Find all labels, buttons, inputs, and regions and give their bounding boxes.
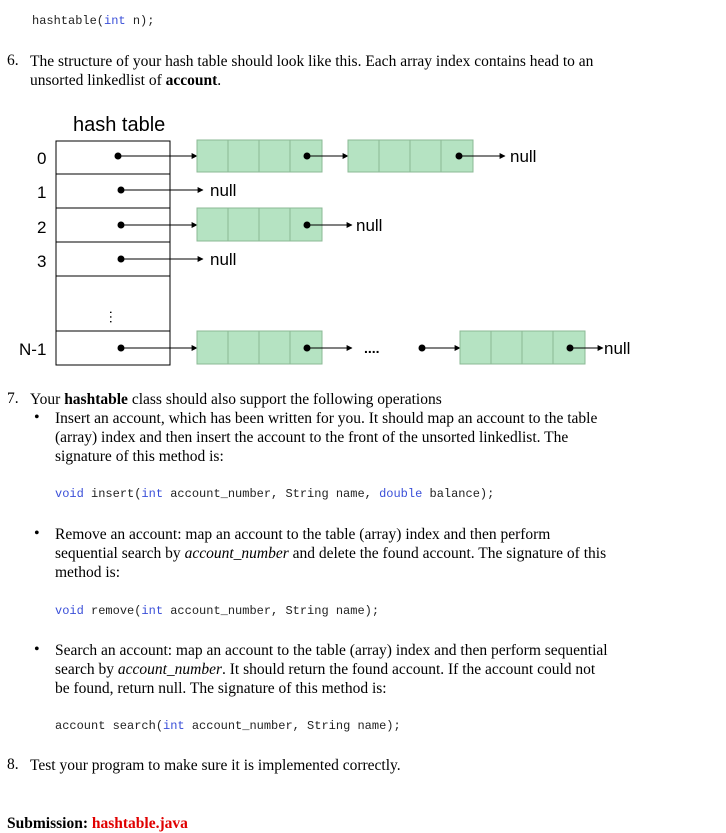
code-text: account search( bbox=[55, 719, 164, 733]
code-text: insert( bbox=[83, 487, 142, 501]
bullet-remove: • bbox=[34, 525, 40, 542]
diagram-title: hash table bbox=[73, 114, 166, 136]
item6-period: . bbox=[217, 72, 222, 89]
insert-line3: signature of this method is: bbox=[55, 448, 224, 465]
item7-intro-text: Your bbox=[30, 391, 65, 408]
code-keyword: void bbox=[55, 487, 84, 501]
item7-intro bbox=[30, 390, 442, 409]
hash-table-diagram bbox=[0, 100, 726, 375]
list-node bbox=[197, 208, 322, 241]
remove-signature bbox=[55, 604, 379, 618]
insert-line1: Insert an account, which has been written for you. It should map an account to the table bbox=[55, 410, 598, 427]
code-text: remove( bbox=[83, 604, 142, 618]
item6-line2 bbox=[30, 71, 593, 90]
submission-colon: : bbox=[82, 815, 92, 832]
bullet-insert: • bbox=[34, 409, 40, 426]
search-line3: be found, return null. The signature of this method is: bbox=[55, 680, 387, 697]
code-keyword: int bbox=[141, 487, 164, 501]
remove-line2-text: and delete the found account. The signature of this bbox=[288, 545, 607, 562]
remove-line2 bbox=[55, 544, 606, 563]
null-label: null bbox=[356, 216, 383, 235]
code-text: account_number, String name, bbox=[163, 487, 380, 501]
item-number-8: 8. bbox=[7, 756, 19, 773]
remove-line3: method is: bbox=[55, 564, 121, 581]
list-node bbox=[460, 331, 585, 364]
null-label: null bbox=[604, 339, 631, 358]
item6-account-bold: account bbox=[165, 72, 218, 89]
search-line2-text: . It should return the found account. If the account could not bbox=[222, 661, 596, 678]
search-line2-text: search by bbox=[55, 661, 118, 678]
code-keyword: double bbox=[379, 487, 423, 501]
index-label-1: 1 bbox=[37, 183, 47, 202]
insert-description bbox=[55, 409, 597, 466]
code-text: balance); bbox=[422, 487, 495, 501]
index-label-3: 3 bbox=[37, 252, 47, 271]
hash-array bbox=[56, 141, 170, 365]
remove-description bbox=[55, 525, 606, 582]
code-keyword: int bbox=[163, 719, 185, 733]
search-account-number-italic: account_number bbox=[117, 661, 223, 678]
search-line2 bbox=[55, 660, 608, 679]
item-number-7: 7. bbox=[7, 390, 19, 407]
list-node bbox=[197, 331, 322, 364]
code-keyword: int bbox=[104, 14, 126, 28]
array-ellipsis: ··· bbox=[104, 310, 120, 324]
code-keyword: int bbox=[141, 604, 164, 618]
index-label-0: 0 bbox=[37, 149, 47, 168]
null-label: null bbox=[510, 147, 537, 166]
submission-line bbox=[7, 814, 188, 833]
list-node bbox=[348, 140, 473, 172]
item7-intro-text: class should also support the following operations bbox=[127, 391, 442, 408]
bullet-search: • bbox=[34, 641, 40, 658]
null-label: null bbox=[210, 181, 237, 200]
code-keyword: void bbox=[55, 604, 84, 618]
submission-filename: hashtable.java bbox=[91, 815, 188, 832]
index-label-n-1: N-1 bbox=[19, 340, 47, 359]
index-label-2: 2 bbox=[37, 218, 47, 237]
insert-signature bbox=[55, 487, 494, 501]
remove-line2-text: sequential search by bbox=[55, 545, 185, 562]
search-description bbox=[55, 641, 608, 698]
code-text: account_number, String name); bbox=[184, 719, 401, 733]
item6-text bbox=[30, 52, 593, 90]
insert-line2: (array) index and then insert the account to the front of the unsorted linkedlist. The bbox=[55, 429, 569, 446]
item6-line1: The structure of your hash table should look like this. Each array index contains head to an bbox=[30, 53, 594, 70]
constructor-code bbox=[32, 14, 154, 28]
list-node bbox=[197, 140, 322, 172]
code-text: account_number, String name); bbox=[163, 604, 380, 618]
null-label: null bbox=[210, 250, 237, 269]
item8-text: Test your program to make sure it is implemented correctly. bbox=[30, 757, 401, 774]
submission-label: Submission bbox=[7, 815, 83, 832]
search-signature bbox=[55, 719, 401, 733]
code-text: n); bbox=[125, 14, 155, 28]
remove-line1: Remove an account: map an account to the table (array) index and then perform bbox=[55, 526, 551, 543]
item6-line2-text: unsorted linkedlist of bbox=[30, 72, 166, 89]
item7-hashtable-bold: hashtable bbox=[64, 391, 128, 408]
search-line1: Search an account: map an account to the table (array) index and then perform sequential bbox=[55, 642, 608, 659]
chain-ellipsis: .... bbox=[364, 340, 380, 356]
code-text: hashtable( bbox=[32, 14, 105, 28]
remove-account-number-italic: account_number bbox=[184, 545, 289, 562]
item-number-6: 6. bbox=[7, 52, 19, 69]
